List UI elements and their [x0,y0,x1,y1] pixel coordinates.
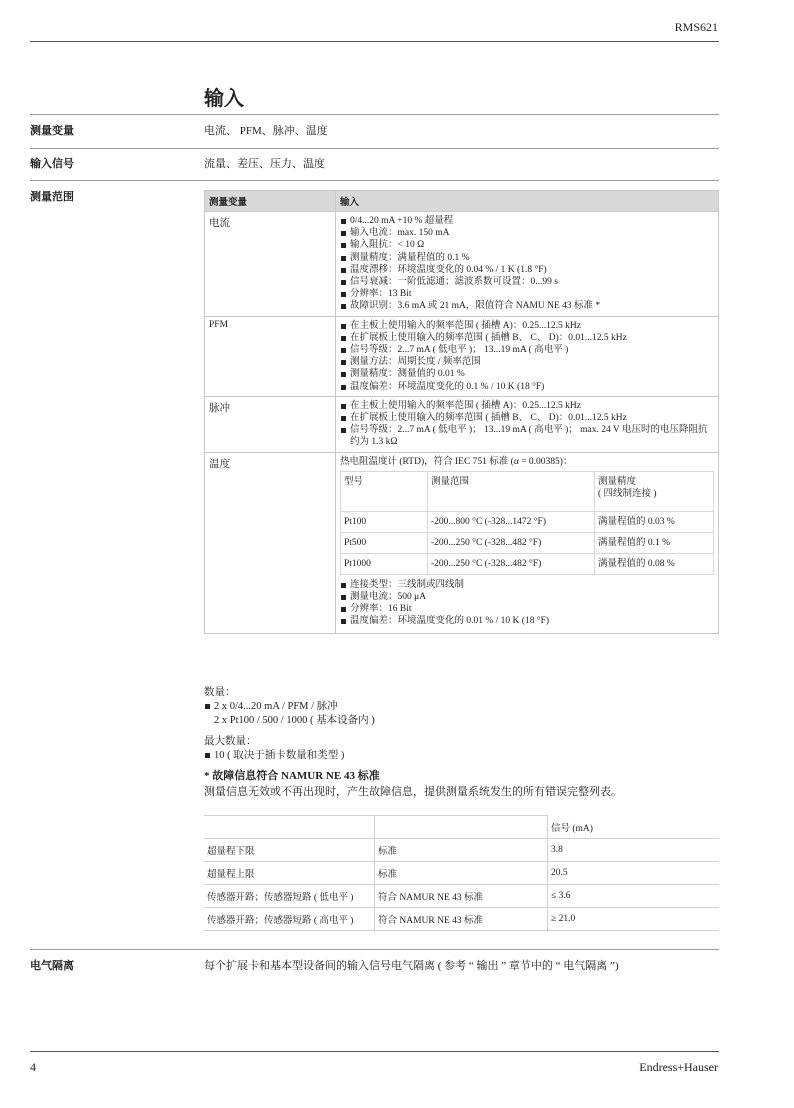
cell: Pt500 [341,532,428,553]
cell: 标准 [375,861,548,884]
measured-variable-label: 测量变量 [30,124,74,137]
table-row-pfm [205,316,719,396]
table-row [341,553,714,574]
namur-description: 测量信息无效或不再出现时，产生故障信息，提供测量系统发生的所有错误完整列表。 [204,786,622,798]
rtd-header-type: 型号 [341,471,428,511]
quantity-label: 数量： [204,687,236,698]
list-item: 分辨率：16 Bit [340,603,714,615]
table-row [341,532,714,553]
list-item: 温度漂移：环境温度变化的 0.04 % / 1 K (1.8 °F) [340,264,714,276]
table-row [341,511,714,532]
row-name: 温度 [205,452,336,634]
list-item: 测量电流：500 μA [340,591,714,603]
list-item: 故障识别：3.6 mA 或 21 mA，限值符合 NAMU NE 43 标准 * [340,300,714,312]
rtd-table [340,471,714,575]
cell: 20.5 [548,861,720,884]
list-item: 10 ( 取决于插卡数量和类型 ) [204,749,719,763]
fault-signal-table [204,815,719,931]
measuring-range-label: 测量范围 [30,190,74,203]
row-name: PFM [205,316,336,396]
list-item: 测量精度：测量值的 0.01 % [340,368,714,380]
list-item: 0/4...20 mA +10 % 超量程 [340,215,714,227]
section-title: 输入 [204,86,244,110]
cell: 符合 NAMUR NE 43 标准 [375,907,548,930]
table-row [204,861,719,884]
list-item: 信号等级：2...7 mA ( 低电平 )； 13...19 mA ( 高电平 )； max. 24 V 电压时的电压降阻抗约为 1.3 kΩ [340,424,714,448]
list-item: 在扩展板上使用输入的频率范围 ( 插槽 B、 C、 D)：0.01...12.5 kHz [340,412,714,424]
current-spec-list [340,215,714,313]
quantity-line2: 2 x Pt100 / 500 / 1000 ( 基本设备内 ) [214,715,375,726]
table-row-temperature [205,452,719,634]
table-row-pulse [205,396,719,452]
cell: -200...800 °C (-328...1472 °F) [428,511,595,532]
list-item: 分辨率：13 Bit [340,288,714,300]
electrical-isolation-label: 电气隔离 [30,959,74,972]
document-code: RMS621 [674,20,718,34]
list-item: 在主板上使用输入的频率范围 ( 插槽 A)：0.25...12.5 kHz [340,320,714,332]
electrical-isolation-value: 每个扩展卡和基本型设备间的输入信号电气隔离 ( 参考 “ 输出 ” 章节中的 “ 电气隔离 ”) [204,960,619,972]
divider [30,148,719,149]
input-signal-label: 输入信号 [30,157,74,170]
cell: Pt1000 [341,553,428,574]
list-item: 信号衰减：一阶低滤通；滤波系数可设置：0...99 s [340,276,714,288]
cell: 满量程值的 0.1 % [595,532,714,553]
list-item: 输入阻抗：< 10 Ω [340,239,714,251]
signal-header: 信号 (mA) [548,816,720,839]
quantity-list [204,700,719,714]
table-header-variable: 测量变量 [205,191,336,212]
row-name: 电流 [205,212,336,317]
cell: 满量程值的 0.08 % [595,553,714,574]
list-item: 2 x 0/4...20 mA / PFM / 脉冲 [204,700,719,714]
list-item: 信号等级：2...7 mA ( 低电平 )； 13...19 mA ( 高电平 ) [340,344,714,356]
divider [30,114,719,115]
header-rule [30,41,719,42]
table-row [341,471,714,511]
measuring-range-table [204,190,719,634]
table-row [204,838,719,861]
cell [375,816,548,839]
pulse-spec-list [340,400,714,449]
list-item: 连接类型：三线制或四线制 [340,579,714,591]
cell: 标准 [375,838,548,861]
list-item: 在主板上使用输入的频率范围 ( 插槽 A)：0.25...12.5 kHz [340,400,714,412]
temperature-spec-list [340,579,714,628]
input-signal-value: 流量、差压、压力、温度 [204,158,325,170]
pfm-spec-list [340,320,714,393]
table-header-input: 输入 [336,191,719,212]
measured-variable-value: 电流、 PFM、脉冲、温度 [204,125,328,137]
list-item: 在扩展板上使用输入的频率范围 ( 插槽 B、 C、 D)：0.01...12.5 kHz [340,332,714,344]
cell: -200...250 °C (-328...482 °F) [428,553,595,574]
list-item: 温度偏差：环境温度变化的 0.1 % / 10 K (18 °F) [340,381,714,393]
cell: Pt100 [341,511,428,532]
cell: 满量程值的 0.03 % [595,511,714,532]
cell: 3.8 [548,838,720,861]
max-quantity-label: 最大数量： [204,736,257,747]
divider [30,180,719,181]
cell: 符合 NAMUR NE 43 标准 [375,884,548,907]
cell: 传感器开路；传感器短路 ( 高电平 ) [204,907,375,930]
max-quantity-list [204,749,719,763]
row-name: 脉冲 [205,396,336,452]
cell: 传感器开路；传感器短路 ( 低电平 ) [204,884,375,907]
list-item: 温度偏差：环境温度变化的 0.01 % / 10 K (18 °F) [340,615,714,627]
cell [204,816,375,839]
list-item: 输入电流：max. 150 mA [340,227,714,239]
page-number: 4 [30,1060,36,1074]
cell: -200...250 °C (-328...482 °F) [428,532,595,553]
footer-rule [30,1051,719,1052]
cell: ≤ 3.6 [548,884,720,907]
cell: 超量程下限 [204,838,375,861]
rtd-header-range: 测量范围 [428,471,595,511]
cell: 超量程上限 [204,861,375,884]
table-row-current [205,212,719,317]
table-row [204,884,719,907]
table-row [204,907,719,930]
list-item: 测量方法：周期长度 / 频率范围 [340,356,714,368]
rtd-intro: 热电阻温度计 (RTD)，符合 IEC 751 标准 (α = 0.00385)： [340,456,573,467]
brand-name: Endress+Hauser [639,1060,718,1074]
table-row [204,816,719,839]
rtd-header-accuracy: 测量精度 ( 四线制连接 ) [595,471,714,511]
list-item: 测量精度：满量程值的 0.1 % [340,252,714,264]
divider [30,949,719,950]
namur-title: * 故障信息符合 NAMUR NE 43 标准 [204,770,380,782]
cell: ≥ 21.0 [548,907,720,930]
